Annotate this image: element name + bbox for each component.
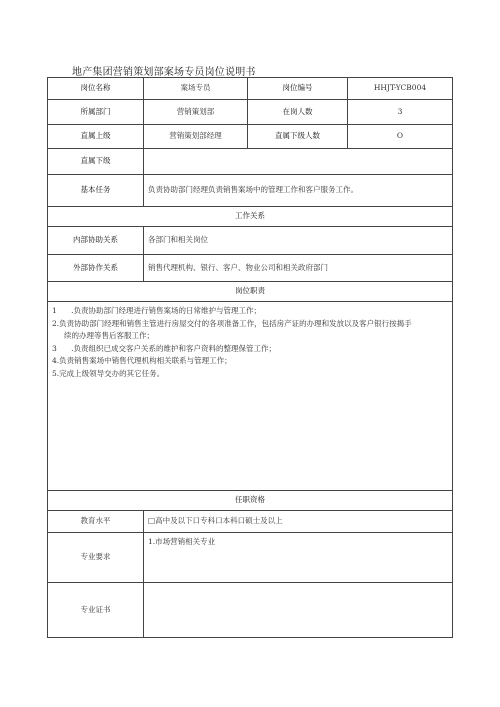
- internal-relation-label: 内部协助关系: [48, 227, 144, 255]
- dept-value: 营销策划部: [144, 100, 248, 125]
- dept-label: 所属部门: [48, 100, 144, 125]
- job-description-table: [47, 77, 453, 638]
- basic-task-value: 负责协助部门经理负责销售案场中的管理工作和客户服务工作。: [144, 175, 453, 207]
- certificate-row: [48, 583, 453, 638]
- major-label: 专业要求: [48, 533, 144, 583]
- post-name-value: 案场专员: [144, 78, 248, 100]
- certificate-value: [144, 583, 453, 638]
- education-row: [48, 511, 453, 533]
- post-code-value: HHJT-YCB004: [348, 78, 453, 100]
- internal-relation-row: [48, 227, 453, 255]
- relations-heading-row: [48, 207, 453, 227]
- qualifications-heading-row: [48, 491, 453, 511]
- superior-label: 直属上级: [48, 125, 144, 149]
- superior-value: 营销策划部经理: [144, 125, 248, 149]
- duties-row: [48, 302, 453, 491]
- duties-content: [48, 302, 453, 491]
- external-relation-row: [48, 255, 453, 282]
- duty-item: 3 .负责组织已成交客户关系的维护和客户资料的整理保管工作；: [52, 343, 276, 353]
- duty-item-continuation: 续的办理等售后客服工作；: [64, 331, 154, 341]
- dept-row: [48, 100, 453, 125]
- major-value: 1.市场营销相关专业: [144, 533, 453, 583]
- duty-item: 2.负责协助部门经理和销售主管进行房屋交付的各项准备工作，包括房产证的办理和发放以及客户银行按揭手: [52, 318, 412, 328]
- duty-item: 4.负责销售案场中销售代理机构相关联系与管理工作；: [52, 356, 232, 366]
- external-relation-value: 销售代理机构、银行、客户、物业公司和相关政府部门: [144, 255, 453, 282]
- external-relation-label: 外部协作关系: [48, 255, 144, 282]
- duty-item: 1 .负责协助部门经理进行销售案场的日常维护与管理工作；: [52, 306, 261, 315]
- subordinate-count-label: 直属下级人数: [248, 125, 348, 149]
- superior-row: [48, 125, 453, 149]
- internal-relation-value: 各部门和相关岗位: [144, 227, 453, 255]
- subordinate-value: [144, 149, 453, 175]
- certificate-label: 专业证书: [48, 583, 144, 638]
- post-code-label: 岗位编号: [248, 78, 348, 100]
- subordinate-label: 直属下级: [48, 149, 144, 175]
- relations-heading: 工作关系: [48, 207, 453, 227]
- document-title: 地产集团营销策划部案场专员岗位说明书: [72, 67, 256, 78]
- subordinate-count-value: O: [348, 125, 453, 149]
- basic-task-label: 基本任务: [48, 175, 144, 207]
- education-label: 教育水平: [48, 511, 144, 533]
- basic-task-row: [48, 175, 453, 207]
- post-name-row: [48, 78, 453, 100]
- headcount-label: 在岗人数: [248, 100, 348, 125]
- duties-heading-row: [48, 282, 453, 302]
- duty-item: 5.完成上级领导交办的其它任务。: [52, 368, 165, 378]
- post-name-label: 岗位名称: [48, 78, 144, 100]
- headcount-value: 3: [348, 100, 453, 125]
- education-value: □高中及以下口专科口本科口硕士及以上: [144, 511, 453, 533]
- duties-heading: 岗位职责: [48, 282, 453, 302]
- subordinate-row: [48, 149, 453, 175]
- major-row: [48, 533, 453, 583]
- qualifications-heading: 任职资格: [48, 491, 453, 511]
